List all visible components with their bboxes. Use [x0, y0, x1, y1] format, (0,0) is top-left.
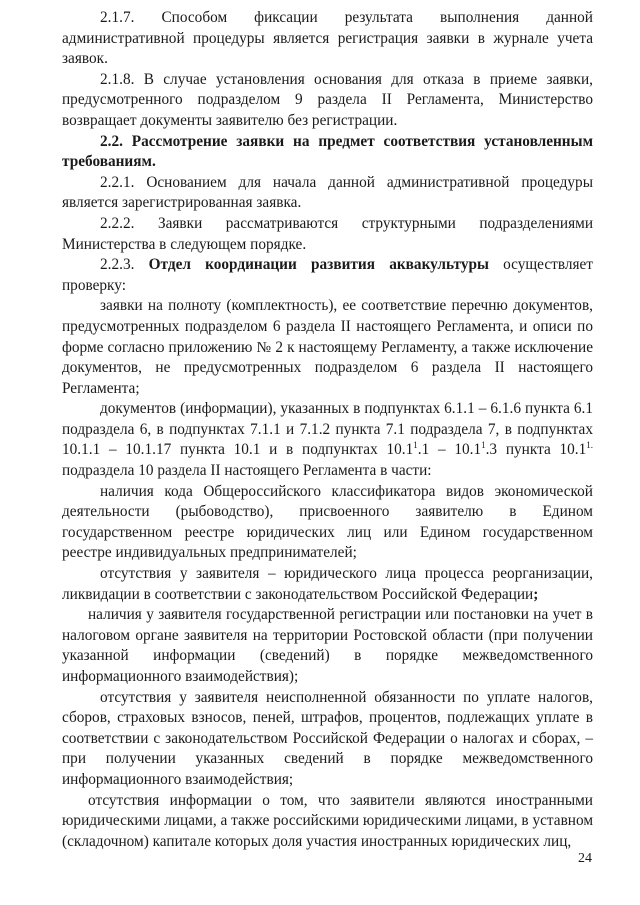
paragraph-reorganization: [62, 564, 593, 605]
paragraph-tax-registration: наличия у заявителя государственной регистрации или постановки на учет в налоговом органе заявителя на территории Ростовской области (при получении указанной информации (сведений) в порядке межведомственного информационного взаимодействия);: [62, 606, 593, 685]
section-heading-2-2: 2.2. Рассмотрение заявки на предмет соответствия установленным требованиям.: [62, 132, 593, 171]
document-page: [62, 8, 593, 852]
paragraph-text: осуществляет проверку:: [62, 256, 593, 294]
text-fragment: .3 пункта 10.1: [485, 441, 587, 459]
paragraph-completeness-check: заявки на полноту (комплектность), ее соответствие перечню документов, предусмотренных подразделом 6 раздела II настоящего Регламента, и описи по форме согласно приложению № 2 к настоящему Регламенту, а также исключение документов, не предусмотренных подразделом 6 раздела II настоящего Регламента;: [62, 297, 593, 397]
paragraph-2-2-1: 2.2.1. Основанием для начала данной административной процедуры является зарегистрированная заявка.: [62, 173, 593, 212]
paragraph-tax-debts: отсутствия у заявителя неисполненной обязанности по уплате налогов, сборов, страховых взносов, пеней, штрафов, процентов, подлежащих уплате в соответствии с законодательством Российской Федерации о налогах и сборах, – при получении указанных сведений в порядке межведомственного информационного взаимодействия;: [62, 688, 593, 788]
paragraph-2-1-8: 2.1.8. В случае установления основания для отказа в приеме заявки, предусмотренного подразделом 9 раздела II Регламента, Министерство возвращает документы заявителю без регистрации.: [62, 70, 593, 129]
paragraph-foreign-entities: отсутствия информации о том, что заявители являются иностранными юридическими лицами, а также российскими юридическими лицами, в уставном (складочном) капитале которых доля участия иностранных юридических лиц,: [62, 791, 594, 850]
text-fragment: подраздела 10 раздела II настоящего Регламента в части:: [62, 462, 432, 480]
superscript: 1: [481, 440, 486, 451]
paragraph-2-1-7: 2.1.7. Способом фиксации результата выполнения данной административной процедуры является регистрация заявки в журнале учета заявок.: [62, 9, 593, 68]
text-fragment: ;: [533, 585, 539, 603]
department-name: Отдел координации развития аквакультуры: [148, 256, 489, 274]
text-fragment: документов (информации), указанных в подпунктах 6.1.1 – 6.1.6 пункта 6.1 подраздела 6, в подпунктах 7.1.1 и 7.1.2 пункта 7.1 подраздела 7, в подпунктах 10.1.1 – 10.1.17 пункта 10.1 и в подпунктах 10.1: [62, 400, 593, 459]
page-number: 24: [578, 851, 592, 866]
paragraph-documents-check: [62, 399, 593, 481]
superscript: 1: [413, 440, 418, 451]
paragraph-2-2-2: 2.2.2. Заявки рассматриваются структурными подразделениями Министерства в следующем порядке.: [62, 214, 593, 253]
paragraph-okved-code: наличия кода Общероссийского классификатора видов экономической деятельности (рыбоводство), присвоенного заявителю в Едином государственном реестре юридических лиц или Едином государственном реестре индивидуальных предпринимателей;: [62, 482, 593, 562]
paragraph-2-2-3: [62, 255, 593, 296]
superscript: 1.: [586, 440, 593, 451]
text-fragment: отсутствия у заявителя – юридического лица процесса реорганизации, ликвидации в соответствии с законодательством Российской Федерации: [62, 565, 593, 603]
paragraph-number: 2.2.3.: [100, 256, 135, 274]
text-fragment: .1 – 10.1: [417, 441, 482, 459]
